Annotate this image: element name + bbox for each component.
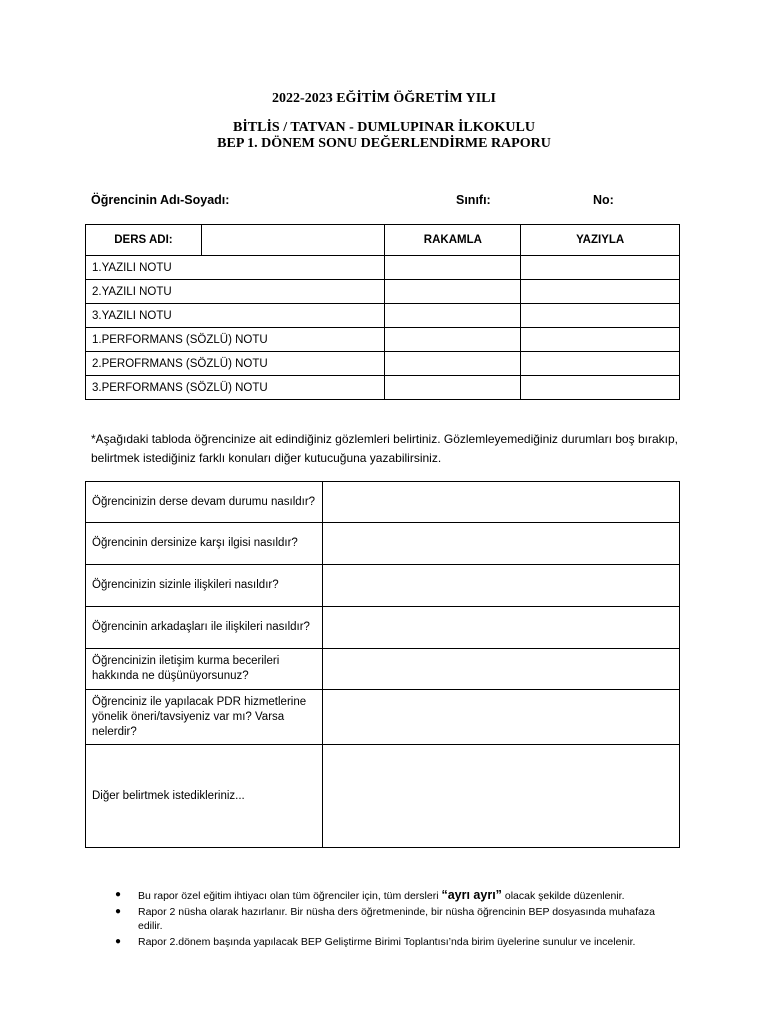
course-label: DERS ADI:	[86, 225, 202, 256]
observation-table	[85, 481, 680, 848]
grade-row-label: 3.PERFORMANS (SÖZLÜ) NOTU	[86, 376, 385, 400]
observation-question: Öğrencinizin sizinle ilişkileri nasıldır?	[86, 565, 323, 607]
observation-question: Öğrenciniz ile yapılacak PDR hizmetlerine yönelik öneri/tavsiyeniz var mı? Varsa nelerdir?	[86, 690, 323, 745]
bullet-icon: ●	[115, 935, 122, 947]
grade-row	[86, 256, 680, 280]
student-name-label: Öğrencinin Adı-Soyadı:	[91, 193, 230, 207]
numeric-header: RAKAMLA	[385, 225, 521, 256]
grade-numeric-field[interactable]	[385, 304, 521, 328]
grade-numeric-field[interactable]	[385, 328, 521, 352]
observation-question: Öğrencinizin iletişim kurma becerileri hakkında ne düşünüyorsunuz?	[86, 649, 323, 690]
observation-answer-field[interactable]	[322, 690, 679, 745]
observation-question: Öğrencinin arkadaşları ile ilişkileri nasıldır?	[86, 607, 323, 649]
student-class-label: Sınıfı:	[456, 193, 491, 207]
grade-row-label: 1.YAZILI NOTU	[86, 256, 385, 280]
observation-answer-field[interactable]	[322, 607, 679, 649]
grade-row-label: 3.YAZILI NOTU	[86, 304, 385, 328]
observation-question: Diğer belirtmek istedikleriniz...	[86, 745, 323, 848]
observation-answer-field[interactable]	[322, 565, 679, 607]
observation-answer-field[interactable]	[322, 523, 679, 565]
grade-row	[86, 280, 680, 304]
observation-row	[86, 565, 680, 607]
observation-row	[86, 482, 680, 523]
course-name-field[interactable]	[201, 225, 385, 256]
observation-row	[86, 745, 680, 848]
grade-numeric-field[interactable]	[385, 280, 521, 304]
grade-numeric-field[interactable]	[385, 256, 521, 280]
grade-row-label: 1.PERFORMANS (SÖZLÜ) NOTU	[86, 328, 385, 352]
student-no-label: No:	[593, 193, 614, 207]
observation-row	[86, 649, 680, 690]
observation-row	[86, 690, 680, 745]
grade-row	[86, 352, 680, 376]
written-header: YAZIYLA	[521, 225, 680, 256]
grade-written-field[interactable]	[521, 304, 680, 328]
grade-row	[86, 376, 680, 400]
grade-row-label: 2.PEROFRMANS (SÖZLÜ) NOTU	[86, 352, 385, 376]
note-item	[115, 888, 675, 904]
grade-row-label: 2.YAZILI NOTU	[86, 280, 385, 304]
observation-question: Öğrencinizin derse devam durumu nasıldır?	[86, 482, 323, 523]
grade-written-field[interactable]	[521, 280, 680, 304]
grade-row	[86, 328, 680, 352]
note-text: Rapor 2.dönem başında yapılacak BEP Geliştirme Birimi Toplantısı’nda birim üyelerine sunulur ve incelenir.	[138, 935, 636, 948]
observation-answer-field[interactable]	[322, 745, 679, 848]
grade-written-field[interactable]	[521, 256, 680, 280]
grade-written-field[interactable]	[521, 352, 680, 376]
note-text: olacak şekilde düzenlenir.	[501, 890, 625, 902]
grades-header-row	[86, 225, 680, 256]
grade-written-field[interactable]	[521, 376, 680, 400]
instruction-text: *Aşağıdaki tabloda öğrencinize ait edindiğiniz gözlemleri belirtiniz. Gözlemleyemediğiniz durumları boş bırakıp, belirtmek istediğiniz farklı konuları diğer kutucuğuna yazabilirsiniz.	[91, 432, 678, 465]
school-title: BİTLİS / TATVAN - DUMLUPINAR İLKOKULU	[233, 120, 535, 135]
note-text: Bu rapor özel eğitim ihtiyacı olan tüm öğrenciler için, tüm dersleri	[138, 890, 442, 902]
note-item	[115, 935, 675, 950]
bullet-icon: ●	[115, 905, 122, 917]
observation-row	[86, 523, 680, 565]
observation-answer-field[interactable]	[322, 482, 679, 523]
notes-list	[115, 888, 675, 950]
note-emphasis: “ayrı ayrı”	[441, 888, 502, 902]
grade-written-field[interactable]	[521, 328, 680, 352]
grade-numeric-field[interactable]	[385, 352, 521, 376]
note-item	[115, 905, 675, 934]
bullet-icon: ●	[115, 889, 122, 900]
grade-row	[86, 304, 680, 328]
note-text: Rapor 2 nüsha olarak hazırlanır. Bir nüsha ders öğretmeninde, bir nüsha öğrencinin BEP dosyasında muhafaza edilir.	[138, 905, 655, 933]
report-title: BEP 1. DÖNEM SONU DEĞERLENDİRME RAPORU	[217, 136, 551, 151]
observation-answer-field[interactable]	[322, 649, 679, 690]
observation-row	[86, 607, 680, 649]
grade-numeric-field[interactable]	[385, 376, 521, 400]
grades-table	[85, 224, 680, 400]
observation-question: Öğrencinin dersinize karşı ilgisi nasıldır?	[86, 523, 323, 565]
year-title: 2022-2023 EĞİTİM ÖĞRETİM YILI	[272, 91, 496, 106]
